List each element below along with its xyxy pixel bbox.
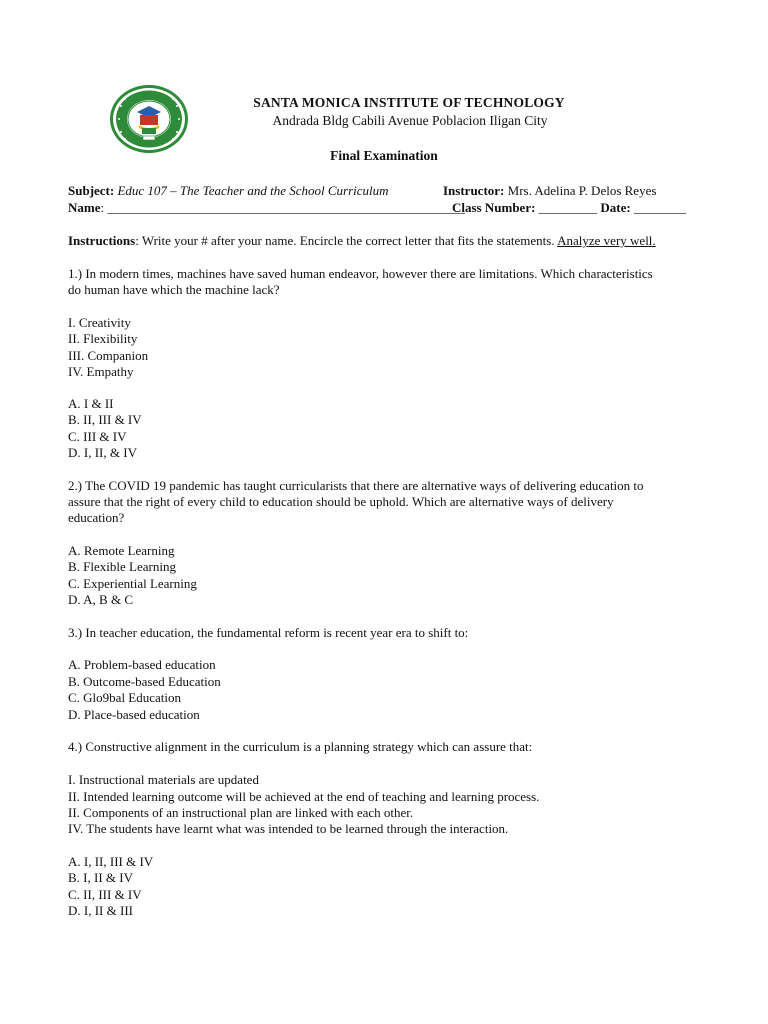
question-4-statement-3: II. Components of an instructional plan are linked with each other. bbox=[68, 805, 414, 820]
question-2-option-b[interactable]: B. Flexible Learning bbox=[68, 559, 176, 574]
question-3-option-b[interactable]: B. Outcome-based Education bbox=[68, 674, 221, 689]
question-2-stem-line-1: 2.) The COVID 19 pandemic has taught curricularists that there are alternative ways of delivering education to bbox=[68, 478, 644, 493]
question-3-option-c[interactable]: C. Glo9bal Education bbox=[68, 690, 182, 705]
question-4-option-b[interactable]: B. I, II & IV bbox=[68, 870, 133, 885]
question-1-stem-line-2: do human have which the machine lack? bbox=[68, 282, 280, 297]
instructions-text: : Write your # after your name. Encircle the correct letter that fits the statements. bbox=[135, 233, 558, 248]
instructor-line bbox=[443, 183, 656, 199]
question-1-stem-line-1: 1.) In modern times, machines have saved human endeavor, however there are limitations. Which characteristics bbox=[68, 266, 653, 281]
exam-title: Final Examination bbox=[330, 148, 438, 163]
instructor-value: Mrs. Adelina P. Delos Reyes bbox=[507, 183, 657, 198]
question-1-statement-4: IV. Empathy bbox=[68, 364, 134, 379]
question-4-option-c[interactable]: C. II, III & IV bbox=[68, 887, 142, 902]
class-number-blank[interactable]: _________ bbox=[538, 200, 598, 215]
name-line bbox=[68, 200, 465, 217]
class-date-line bbox=[452, 200, 686, 216]
question-1-option-b[interactable]: B. II, III & IV bbox=[68, 412, 142, 427]
instructions-label: Instructions bbox=[68, 233, 136, 248]
question-4-option-a[interactable]: A. I, II, III & IV bbox=[68, 854, 154, 869]
question-4-option-d[interactable]: D. I, II & III bbox=[68, 903, 133, 918]
question-1-statement-3: III. Companion bbox=[68, 348, 149, 363]
institution-address: Andrada Bldg Cabili Avenue Poblacion Iligan City bbox=[272, 113, 548, 128]
subject-value: Educ 107 – The Teacher and the School Curriculum bbox=[117, 183, 389, 198]
question-2-option-d[interactable]: D. A, B & C bbox=[68, 592, 134, 607]
question-2-stem-line-3: education? bbox=[68, 510, 125, 525]
subject-label: Subject: bbox=[68, 183, 115, 198]
question-3-option-d[interactable]: D. Place-based education bbox=[68, 707, 200, 722]
question-4-statement-1: I. Instructional materials are updated bbox=[68, 772, 259, 787]
subject-line bbox=[68, 183, 389, 200]
name-blank[interactable]: : _______________________________________________________ bbox=[100, 200, 465, 215]
question-1-statement-1: I. Creativity bbox=[68, 315, 131, 330]
question-4-stem-line-1: 4.) Constructive alignment in the curriculum is a planning strategy which can assure that: bbox=[68, 739, 533, 754]
question-3-stem-line-1: 3.) In teacher education, the fundamental reform is recent year era to shift to: bbox=[68, 625, 469, 640]
instructions bbox=[68, 233, 656, 250]
date-blank[interactable]: ________ bbox=[634, 200, 686, 215]
class-number-label: Class Number: bbox=[452, 200, 536, 215]
instructor-label: Instructor: bbox=[443, 183, 505, 198]
question-4-statement-2: II. Intended learning outcome will be achieved at the end of teaching and learning process. bbox=[68, 789, 540, 804]
instructions-emphasis: Analyze very well. bbox=[557, 233, 656, 248]
question-4-statement-4: IV. The students have learnt what was intended to be learned through the interaction. bbox=[68, 821, 509, 836]
question-1-option-a[interactable]: A. I & II bbox=[68, 396, 114, 411]
question-3-option-a[interactable]: A. Problem-based education bbox=[68, 657, 216, 672]
question-1-option-d[interactable]: D. I, II, & IV bbox=[68, 445, 137, 460]
question-2-option-c[interactable]: C. Experiential Learning bbox=[68, 576, 197, 591]
question-2-stem-line-2: assure that the right of every child to education should be uphold. Which are alternative ways of delivery bbox=[68, 494, 614, 509]
question-1-option-c[interactable]: C. III & IV bbox=[68, 429, 127, 444]
question-2-option-a[interactable]: A. Remote Learning bbox=[68, 543, 175, 558]
date-label: Date: bbox=[600, 200, 631, 215]
institution-name: SANTA MONICA INSTITUTE OF TECHNOLOGY bbox=[253, 95, 565, 110]
name-label: Name bbox=[68, 200, 101, 215]
question-1-statement-2: II. Flexibility bbox=[68, 331, 138, 346]
